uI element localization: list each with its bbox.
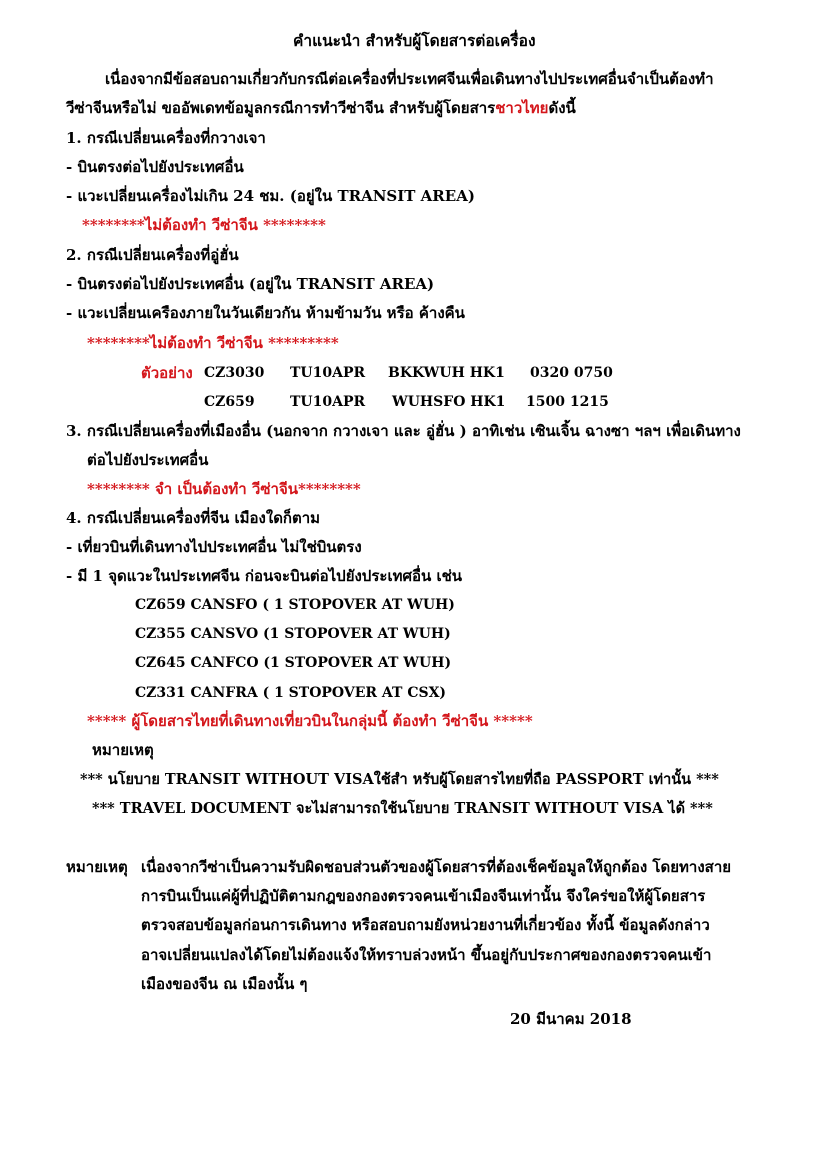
intro-line-2 [66, 98, 576, 118]
section-4-item: - มี 1 จุดแวะในประเทศจีน ก่อนจะบินต่อไปยังประเทศอื่น เช่น [66, 567, 463, 585]
example-flight-date: TU10APR [290, 365, 366, 381]
footer-note-line: เนื่องจากวีซ่าเป็นความรับผิดชอบส่วนตัวของผู้โดยสารที่ต้องเช็คข้อมูลให้ถูกต้อง โดยทางสาย [141, 858, 732, 876]
remark-line-2: *** TRAVEL DOCUMENT จะไม่สามารถใช้นโยบาย TRANSIT WITHOUT VISA ได้ *** [92, 800, 713, 817]
example-label: ตัวอย่าง [141, 364, 193, 382]
section-1-item: - แวะเปลี่ยนเครื่องไม่เกิน 24 ชม. (อยู่ใน TRANSIT AREA) [66, 187, 475, 205]
section-4-item: - เที่ยวบินที่เดินทางไปประเทศอื่น ไม่ใช่บินตรง [66, 538, 362, 556]
stopover-flight: CZ645 CANFCO (1 STOPOVER AT WUH) [135, 655, 452, 671]
section-2-item: - บินตรงต่อไปยังประเทศอื่น (อยู่ใน TRANSIT AREA) [66, 275, 435, 293]
section-1-item: - บินตรงต่อไปยังประเทศอื่น [66, 158, 244, 176]
remark-line-1: *** นโยบาย TRANSIT WITHOUT VISAใช้สำ หรับผู้โดยสารไทยที่ถือ PASSPORT เท่านั้น *** [80, 771, 719, 788]
footer-note-label: หมายเหตุ [66, 858, 128, 876]
footer-note-line: การบินเป็นแค่ผู้ที่ปฏิบัติตามกฎของกองตรวจคนเข้าเมืองจีนเท่านั้น จึงใคร่ขอให้ผู้โดยสาร [141, 887, 706, 905]
example-flight-route: BKKWUH HK1 [388, 365, 505, 381]
remark-heading: หมายเหตุ [92, 741, 154, 759]
intro-line-2-end: ดังนี้ [548, 99, 576, 117]
example-flight-route: WUHSFO HK1 [392, 394, 506, 410]
example-flight-time: 0320 0750 [530, 365, 613, 381]
section-3-heading-cont: ต่อไปยังประเทศอื่น [87, 451, 209, 469]
footer-note-line: เมืองของจีน ณ เมืองนั้น ๆ [141, 975, 308, 993]
section-4-note: ***** ผู้โดยสารไทยที่เดินทางเที่ยวบินในกลุ่มนี้ ต้องทำ วีซ่าจีน ***** [87, 712, 533, 730]
example-flight-date: TU10APR [290, 394, 366, 410]
stopover-flight: CZ331 CANFRA ( 1 STOPOVER AT CSX) [135, 685, 447, 701]
stopover-flight: CZ659 CANSFO ( 1 STOPOVER AT WUH) [135, 597, 455, 613]
example-flight-number: CZ659 [204, 394, 255, 410]
section-3-heading: 3. กรณีเปลี่ยนเครื่องที่เมืองอื่น (นอกจาก กวางเจา และ อู่ฮั่น ) อาทิเช่น เซินเจิ้น ฉางซา ฯลฯ เพื่อเดินทาง [66, 422, 741, 440]
stopover-flight: CZ355 CANSVO (1 STOPOVER AT WUH) [135, 626, 451, 642]
page-title: คำแนะนำ สำหรับผู้โดยสารต่อเครื่อง [293, 31, 536, 50]
section-2-item: - แวะเปลี่ยนเครืองภายในวันเดียวกัน ห้ามข้ามวัน หรือ ค้างคืน [66, 304, 465, 322]
intro-highlight: ชาวไทย [495, 99, 549, 117]
section-2-heading: 2. กรณีเปลี่ยนเครื่องที่อู่ฮั่น [66, 246, 239, 264]
document-date: 20 มีนาคม 2018 [510, 1010, 632, 1028]
footer-note-line: ตรวจสอบข้อมูลก่อนการเดินทาง หรือสอบถามยังหน่วยงานที่เกี่ยวข้อง ทั้งนี้ ข้อมูลดังกล่าว [141, 916, 710, 934]
example-flight-time: 1500 1215 [526, 394, 609, 410]
intro-line-2-text: วีซ่าจีนหรือไม่ ขออัพเดทข้อมูลกรณีการทำวีซ่าจีน สำหรับผู้โดยสาร [66, 99, 496, 117]
section-1-note: ********ไม่ต้องทำ วีซ่าจีน ******** [82, 216, 326, 234]
intro-line-1: เนื่องจากมีข้อสอบถามเกี่ยวกับกรณีต่อเครื่องที่ประเทศจีนเพื่อเดินทางไปประเทศอื่นจำเป็นต้องทำ [105, 70, 714, 88]
footer-note-line: อาจเปลี่ยนแปลงได้โดยไม่ต้องแจ้งให้ทราบล่วงหน้า ขึ้นอยู่กับประกาศของกองตรวจคนเข้า [141, 946, 712, 964]
example-flight-number: CZ3030 [204, 365, 265, 381]
section-4-heading: 4. กรณีเปลี่ยนเครื่องที่จีน เมืองใดก็ตาม [66, 509, 321, 527]
section-2-note: ********ไม่ต้องทำ วีซ่าจีน ********* [87, 334, 339, 352]
section-3-note: ******** จำ เป็นต้องทำ วีซ่าจีน******** [87, 480, 361, 498]
section-1-heading: 1. กรณีเปลี่ยนเครื่องที่กวางเจา [66, 129, 266, 147]
